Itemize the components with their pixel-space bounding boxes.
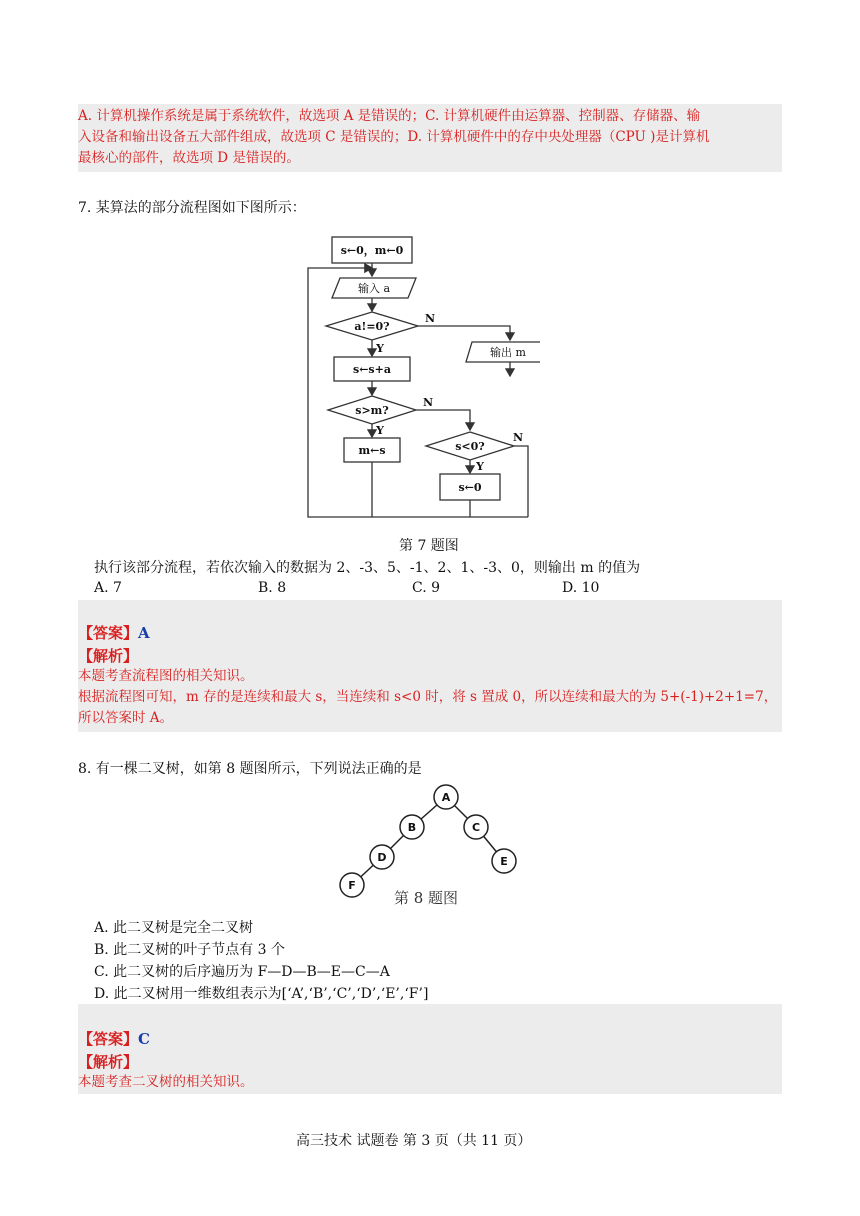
flow-no-label: N <box>424 312 436 325</box>
q8-answer <box>78 1028 150 1049</box>
q7-analysis-label: 【解析】 <box>78 647 139 665</box>
flow-cond3-text: s<0? <box>455 440 485 453</box>
tree-label-a: A <box>441 791 451 804</box>
tree-label-b: B <box>407 821 417 834</box>
flow-sum-text: s←s+a <box>353 363 391 376</box>
tree-label-f: F <box>348 879 356 892</box>
flow-cond2-text: s>m? <box>355 404 389 417</box>
q7-caption: 第 7 题图 <box>399 538 459 554</box>
prev-explanation <box>78 104 782 172</box>
q8-analysis-label: 【解析】 <box>78 1053 139 1071</box>
q7-analysis-line: 本题考查流程图的相关知识。 <box>78 668 254 684</box>
q8-tree-caption: 第 8 题图 <box>393 889 459 907</box>
flow-no-label: N <box>422 396 434 409</box>
flow-reset-text: s←0 <box>458 481 482 494</box>
answer-label: 【答案】 <box>78 624 139 642</box>
q7-option-b: B. 8 <box>258 580 287 596</box>
q7-option-a: A. 7 <box>94 580 122 596</box>
q7-answer <box>78 622 150 643</box>
q8-tree <box>330 780 530 910</box>
flow-yes-label: Y <box>376 424 384 437</box>
q7-title: 7. 某算法的部分流程图如下图所示： <box>78 200 306 216</box>
q8-option-b: B. 此二叉树的叶子节点有 3 个 <box>94 942 285 958</box>
q7-option-d: D. 10 <box>562 580 600 596</box>
q8-analysis-line: 本题考查二叉树的相关知识。 <box>78 1074 254 1090</box>
flow-input-text: 输入 a <box>357 282 391 295</box>
q8-options <box>94 917 754 1005</box>
q7-stem: 执行该部分流程，若依次输入的数据为 2、-3、5、-1、2、1、-3、0，则输出 m 的值为 <box>94 560 641 576</box>
flow-no-label: N <box>512 431 524 444</box>
prev-explanation-line: A. 计算机操作系统是属于系统软件，故选项 A 是错误的；C. 计算机硬件由运算器、控制器、存储器、输 <box>78 108 701 124</box>
q7-options <box>94 580 754 600</box>
q7-analysis <box>78 666 782 729</box>
q8-option-c: C. 此二叉树的后序遍历为 F—D—B—E—C—A <box>94 964 390 980</box>
flow-yes-label: Y <box>376 342 384 355</box>
tree-label-d: D <box>377 851 387 864</box>
flow-cond1-text: a!=0? <box>354 320 390 333</box>
flow-init-text: s←0，m←0 <box>340 244 404 257</box>
prev-explanation-line: 入设备和输出设备五大部件组成，故选项 C 是错误的；D. 计算机硬件中的存中央处理器（CPU )是计算机 <box>78 129 710 145</box>
q8-option-a: A. 此二叉树是完全二叉树 <box>94 920 254 936</box>
q7-answer-block <box>78 600 782 732</box>
tree-label-c: C <box>471 821 481 834</box>
q7-option-c: C. 9 <box>412 580 441 596</box>
prev-explanation-line: 最核心的部件，故选项 D 是错误的。 <box>78 150 300 166</box>
q7-analysis-line: 根据流程图可知，m 存的是连续和最大 s，当连续和 s<0 时，将 s 置成 0，所以连续和最大的为 5+(-1)+2+1=7， <box>78 689 778 705</box>
flow-yes-label: Y <box>476 460 484 473</box>
page-footer: 高三技术 试题卷 第 3 页（共 11 页） <box>296 1133 532 1149</box>
flow-max-text: m←s <box>358 444 386 457</box>
q8-answer-block <box>78 1004 782 1094</box>
answer-value: C <box>138 1030 150 1048</box>
answer-label: 【答案】 <box>78 1030 139 1048</box>
flow-output-text: 输出 m <box>490 346 526 359</box>
q8-option-d: D. 此二叉树用一维数组表示为[‘A’,‘B’,‘C’,‘D’,‘E’,‘F’] <box>94 986 429 1002</box>
answer-value: A <box>138 624 150 642</box>
q8-title: 8. 有一棵二叉树，如第 8 题图所示，下列说法正确的是 <box>78 761 422 777</box>
tree-label-e: E <box>500 855 508 868</box>
q7-flowchart <box>300 228 540 524</box>
q7-analysis-line: 所以答案时 A。 <box>78 710 174 726</box>
